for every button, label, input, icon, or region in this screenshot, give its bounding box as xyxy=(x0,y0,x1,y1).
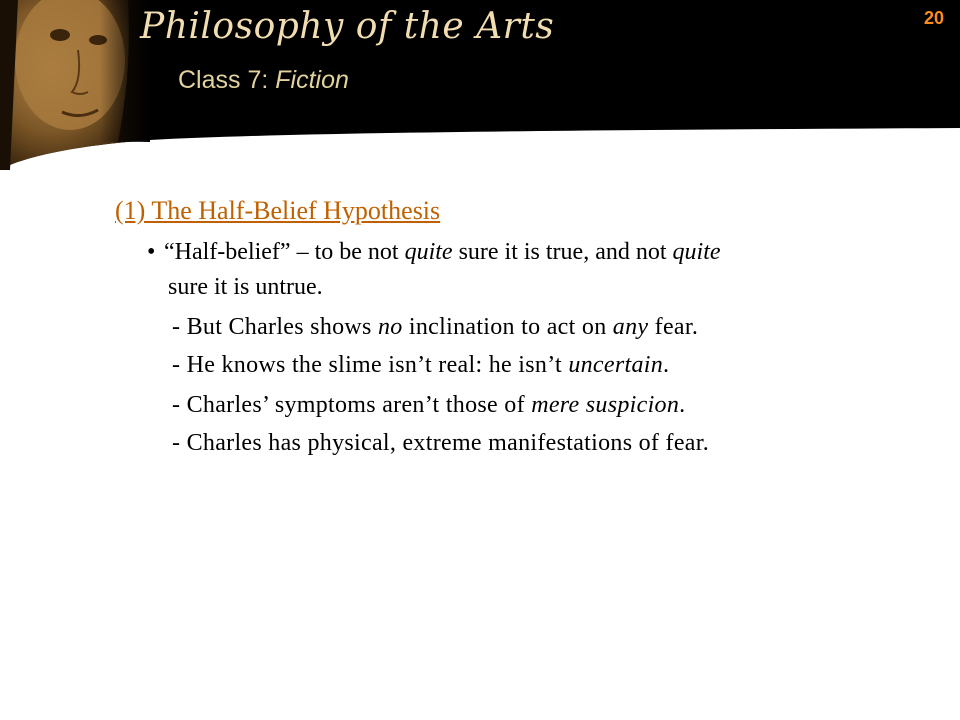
bullet-text-part: “Half-belief” – to be not xyxy=(164,239,405,265)
sub-point xyxy=(172,352,669,379)
section-heading: (1) The Half-Belief Hypothesis xyxy=(115,196,441,225)
bullet-emphasis: quite xyxy=(404,239,453,265)
presentation-title: Philosophy of the Arts xyxy=(140,6,555,47)
slide-header xyxy=(0,0,960,178)
sub-point-text: . xyxy=(663,352,670,378)
bullet-text-part: sure it is untrue. xyxy=(168,274,323,300)
sub-point-text: - Charles’ symptoms aren’t those of xyxy=(172,392,532,418)
bullet-marker: • xyxy=(147,239,156,265)
sub-point-emphasis: any xyxy=(612,314,649,340)
sub-point xyxy=(172,430,709,457)
sub-point-text: fear. xyxy=(648,314,699,340)
sub-point-emphasis: uncertain xyxy=(568,352,664,378)
subtitle-topic: Fiction xyxy=(275,66,349,94)
sub-point-text: inclination to act on xyxy=(402,314,613,340)
class-subtitle xyxy=(178,66,349,95)
sub-point xyxy=(172,314,698,341)
slide-number: 20 xyxy=(924,8,945,28)
sub-point-emphasis: mere suspicion xyxy=(531,392,680,418)
bullet-text xyxy=(164,235,924,305)
bullet-text-part: sure it is true, and not xyxy=(452,239,673,265)
sub-point-text: - He knows the slime isn’t real: he isn’t xyxy=(172,352,569,378)
sub-point-emphasis: no xyxy=(378,314,403,340)
sub-point-text: - But Charles shows xyxy=(172,314,378,340)
bullet-emphasis: quite xyxy=(672,239,721,265)
sub-point xyxy=(172,392,685,419)
portrait-image xyxy=(0,0,150,170)
sub-point-text: . xyxy=(679,392,686,418)
subtitle-prefix: Class 7: xyxy=(178,66,276,94)
sub-point-text: - Charles has physical, extreme manifestations of fear. xyxy=(172,430,709,456)
